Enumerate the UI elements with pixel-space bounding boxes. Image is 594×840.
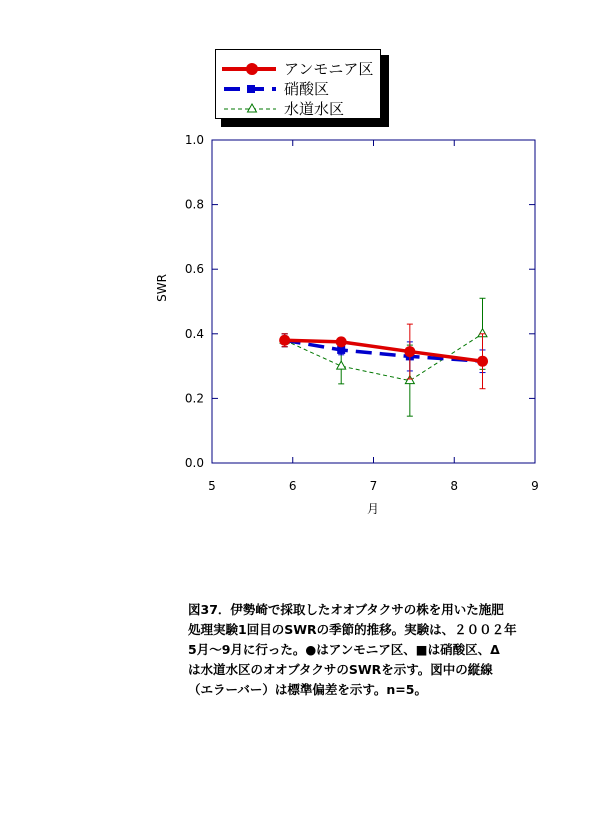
legend-label-ammonia: アンモニア区 — [284, 60, 374, 78]
caption-line: 5月～9月に行った。●はアンモニア区、■は硝酸区、Δ — [188, 642, 500, 657]
legend-swatch-tapwater — [220, 99, 280, 119]
data-point — [477, 356, 488, 367]
y-tick-label: 1.0 — [184, 133, 204, 147]
caption-line: 図37．伊勢崎で採取したオオブタクサの株を用いた施肥 — [188, 602, 504, 617]
legend-label-nitrate: 硝酸区 — [284, 80, 330, 98]
x-tick-label: 8 — [450, 479, 459, 493]
data-point — [279, 335, 290, 346]
legend-item-nitrate — [220, 79, 378, 99]
data-point — [404, 346, 415, 357]
legend — [215, 49, 381, 119]
figure-caption — [188, 600, 588, 700]
x-axis — [208, 140, 539, 493]
x-tick-label: 7 — [369, 479, 378, 493]
y-axis-label: SWR — [155, 274, 169, 302]
legend-swatch-nitrate — [220, 79, 280, 99]
y-tick-label: 0.4 — [184, 326, 204, 341]
legend-item-ammonia — [220, 59, 378, 79]
x-tick-label: 9 — [531, 479, 539, 493]
legend-label-tapwater: 水道水区 — [284, 100, 345, 118]
caption-line: は水道水区のオオブタクサのSWRを示す。図中の縦線 — [188, 662, 493, 677]
data-point — [336, 336, 347, 347]
y-tick-label: 0.2 — [184, 391, 204, 406]
x-tick-label: 6 — [288, 479, 297, 493]
caption-line: 処理実験1回目のSWRの季節的推移。実験は、２００２年 — [188, 622, 517, 637]
series-line — [285, 340, 483, 361]
plot-frame — [212, 140, 535, 463]
x-axis-label: 月 — [366, 502, 380, 516]
x-tick-label: 5 — [208, 479, 216, 493]
legend-swatch-ammonia — [220, 59, 280, 79]
caption-line: （エラーバー）は標準偏差を示す。n=5。 — [188, 682, 427, 697]
series-layer — [279, 298, 488, 416]
y-tick-label: 0.0 — [184, 456, 204, 470]
legend-item-tapwater — [220, 99, 378, 119]
y-tick-label: 0.8 — [184, 197, 204, 212]
y-tick-label: 0.6 — [184, 262, 204, 277]
series-circle — [279, 324, 488, 389]
